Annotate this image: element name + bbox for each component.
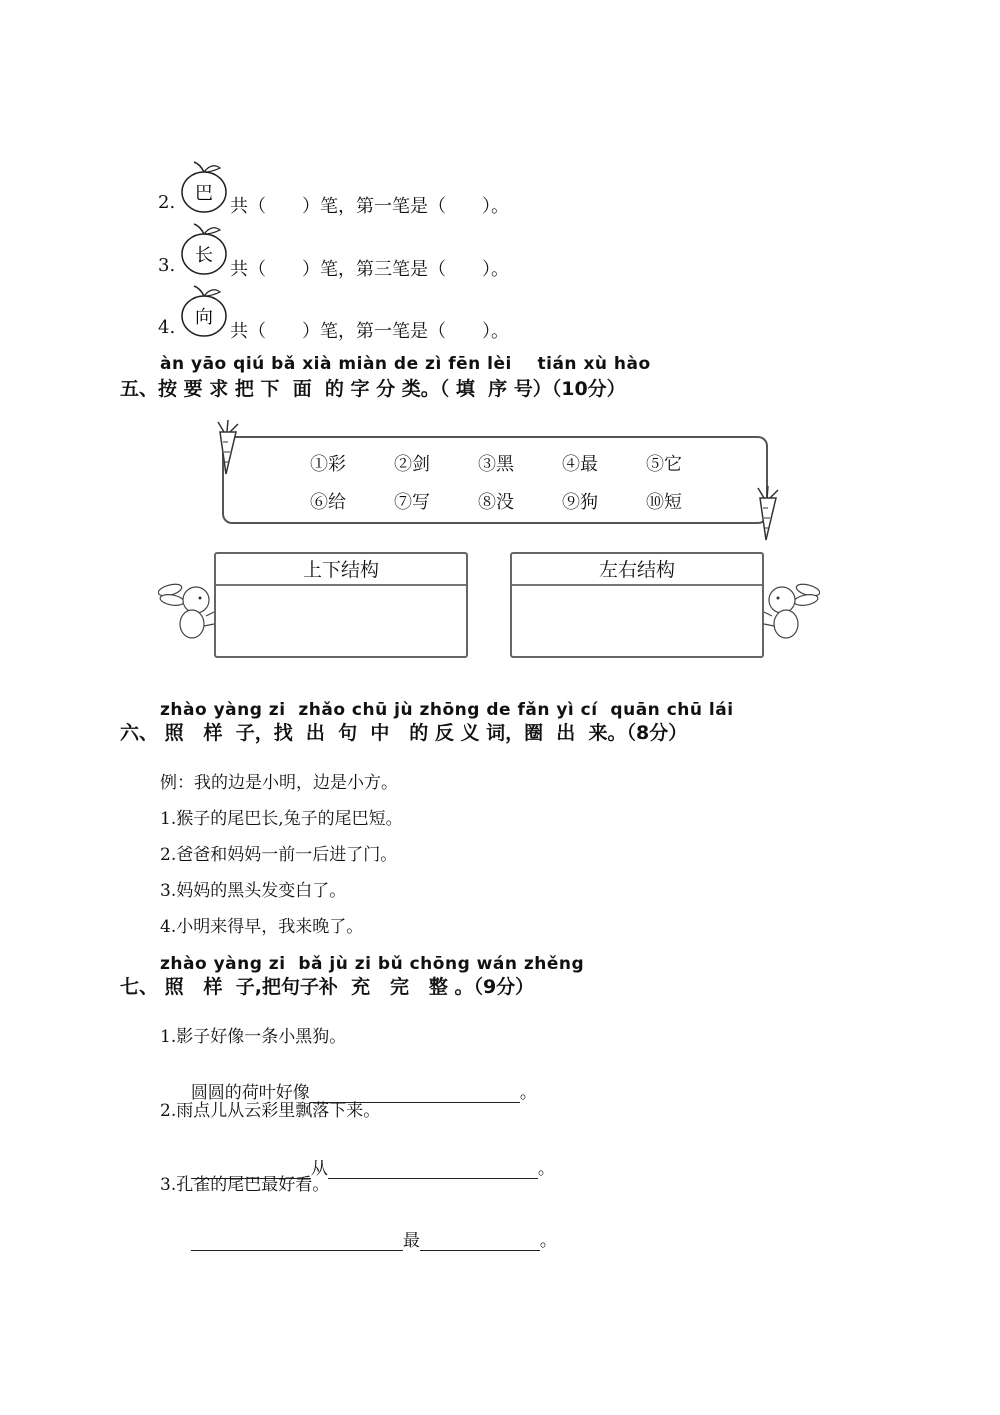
- apple-char-icon: [180, 284, 228, 340]
- answer-blank[interactable]: [420, 1232, 540, 1251]
- fruit-char: 长: [195, 245, 213, 266]
- character-item: ③黑: [478, 454, 514, 475]
- answer-period: 。: [537, 1159, 555, 1179]
- character-item: ⑥给: [310, 492, 346, 513]
- top-bottom-structure-box[interactable]: [214, 552, 468, 658]
- box-title: 上下结构: [216, 554, 466, 586]
- apple-char-icon: [180, 222, 228, 278]
- answer-blank[interactable]: [328, 1160, 538, 1179]
- character-item: ⑤它: [646, 454, 682, 475]
- answer-period: 。: [519, 1083, 537, 1103]
- rabbit-icon: [158, 572, 218, 642]
- answer-period: 。: [539, 1231, 557, 1251]
- character-row-2: [310, 488, 730, 514]
- question-text: 共（ ）笔，第一笔是（ ）。: [230, 321, 509, 342]
- section7-question-3: 3.孔雀的尾巴最好看。: [160, 1175, 330, 1195]
- rabbit-icon: [760, 572, 820, 642]
- section5-pinyin: àn yāo qiú bǎ xià miàn de zì fēn lèi tián xù hào: [160, 354, 651, 374]
- answer-mid: 最: [402, 1231, 420, 1251]
- answer-mid: 从: [310, 1159, 328, 1179]
- carrot-icon: [210, 420, 244, 476]
- section6-item: 3.妈妈的黑头发变白了。: [160, 881, 347, 901]
- section6-example: 例：我的边是小明，边是小方。: [160, 773, 398, 793]
- section7-answer-3: [180, 1206, 557, 1251]
- fruit-char: 巴: [195, 183, 213, 204]
- section6-item: 2.爸爸和妈妈一前一后进了门。: [160, 845, 398, 865]
- character-item: ⑦写: [394, 492, 430, 513]
- answer-blank[interactable]: [191, 1232, 403, 1251]
- section5-heading: 五、按 要 求 把 下 面 的 字 分 类。（ 填 序 号）（10分）: [120, 378, 626, 400]
- section7-question-2: 2.雨点儿从云彩里飘落下来。: [160, 1101, 381, 1121]
- character-item: ⑧没: [478, 492, 514, 513]
- question-text: 共（ ）笔，第三笔是（ ）。: [230, 259, 509, 280]
- question-number: 3.: [158, 255, 176, 276]
- section6-item: 1.猴子的尾巴长,兔子的尾巴短。: [160, 809, 403, 829]
- left-right-structure-box[interactable]: [510, 552, 764, 658]
- section6-item: 4.小明来得早，我来晚了。: [160, 917, 364, 937]
- section6-heading: 六、 照 样 子，找 出 句 中 的 反 义 词，圈 出 来。（8分）: [120, 722, 688, 744]
- character-item: ②剑: [394, 454, 430, 475]
- question-text: 共（ ）笔，第一笔是（ ）。: [230, 196, 509, 217]
- fruit-char: 向: [195, 307, 213, 328]
- carrot-icon: [750, 486, 784, 542]
- character-row-1: [310, 450, 730, 476]
- section7-pinyin: zhào yàng zi bǎ jù zi bǔ chōng wán zhěng: [160, 954, 585, 974]
- character-item: ④最: [562, 454, 598, 475]
- character-item: ①彩: [310, 454, 346, 475]
- character-item: ⑩短: [646, 492, 682, 513]
- box-title: 左右结构: [512, 554, 762, 586]
- question-number: 2.: [158, 192, 176, 213]
- section7-question-1: 1.影子好像一条小黑狗。: [160, 1027, 347, 1047]
- section6-pinyin: zhào yàng zi zhǎo chū jù zhōng de fǎn yì cí quān chū lái: [160, 700, 734, 720]
- section7-heading: 七、 照 样 子,把句子补 充 完 整 。（9分）: [120, 976, 535, 998]
- answer-prefix: 圆圆的荷叶好像: [190, 1083, 310, 1103]
- question-number: 4.: [158, 317, 176, 338]
- apple-char-icon: [180, 160, 228, 216]
- character-item: ⑨狗: [562, 492, 598, 513]
